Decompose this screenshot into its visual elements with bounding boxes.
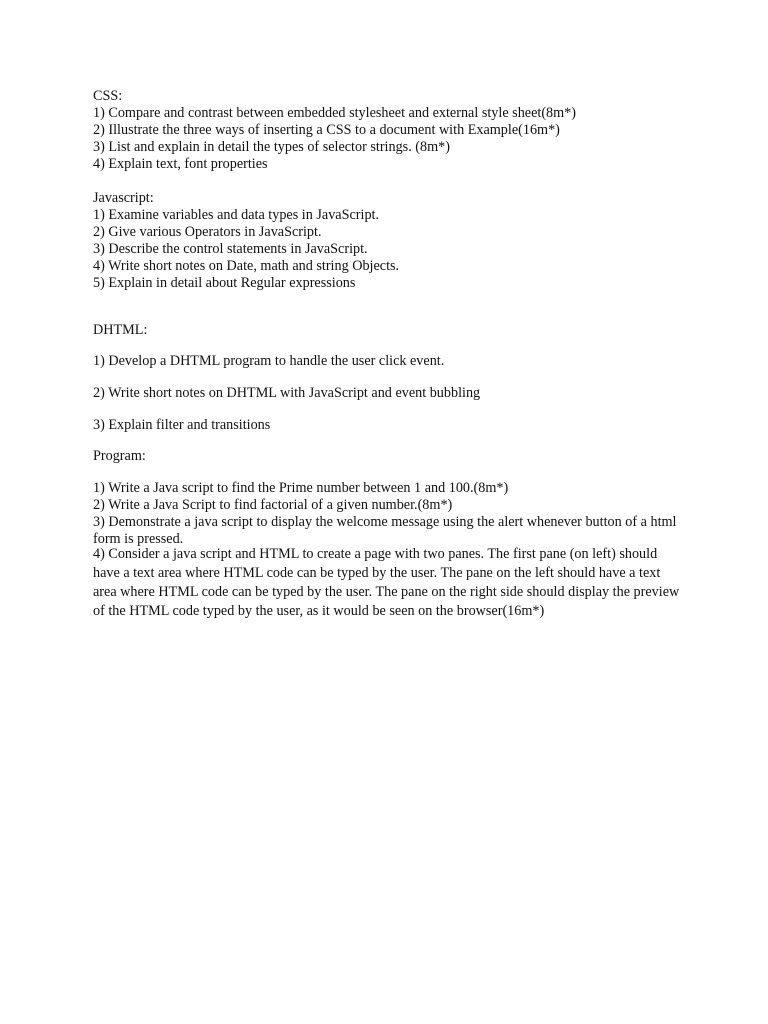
javascript-question-5: 5) Explain in detail about Regular expressions xyxy=(93,275,356,291)
program-question-1: 1) Write a Java script to find the Prime number between 1 and 100.(8m*) xyxy=(93,480,509,496)
dhtml-question-3: 3) Explain filter and transitions xyxy=(93,417,271,433)
dhtml-question-2: 2) Write short notes on DHTML with JavaScript and event bubbling xyxy=(93,385,481,401)
javascript-question-2: 2) Give various Operators in JavaScript. xyxy=(93,224,322,240)
dhtml-question-1: 1) Develop a DHTML program to handle the user click event. xyxy=(93,353,445,369)
css-question-4: 4) Explain text, font properties xyxy=(93,156,268,172)
javascript-question-3: 3) Describe the control statements in JavaScript. xyxy=(93,241,368,257)
program-question-4: 4) Consider a java script and HTML to create a page with two panes. The first pane (on left) should have a text area where HTML code can be typed by the user. The pane on the left should have a text area where HTML code can be typed by the user. The pane on the right side should display the preview of the HTML code typed by the user, as it would be seen on the browser(16m*) xyxy=(93,546,680,619)
javascript-question-1: 1) Examine variables and data types in JavaScript. xyxy=(93,207,380,223)
dhtml-heading: DHTML: xyxy=(93,322,148,338)
program-heading: Program: xyxy=(93,448,146,464)
program-question-3: 3) Demonstrate a java script to display the welcome message using the alert whenever button of a html form is pressed. xyxy=(93,514,677,547)
program-question-2: 2) Write a Java Script to find factorial of a given number.(8m*) xyxy=(93,497,453,513)
css-question-2: 2) Illustrate the three ways of inserting a CSS to a document with Example(16m*) xyxy=(93,122,560,138)
css-heading: CSS: xyxy=(93,88,123,104)
javascript-heading: Javascript: xyxy=(93,190,154,206)
javascript-question-4: 4) Write short notes on Date, math and string Objects. xyxy=(93,258,400,274)
css-question-1: 1) Compare and contrast between embedded stylesheet and external style sheet(8m*) xyxy=(93,105,576,121)
css-question-3: 3) List and explain in detail the types of selector strings. (8m*) xyxy=(93,139,450,155)
